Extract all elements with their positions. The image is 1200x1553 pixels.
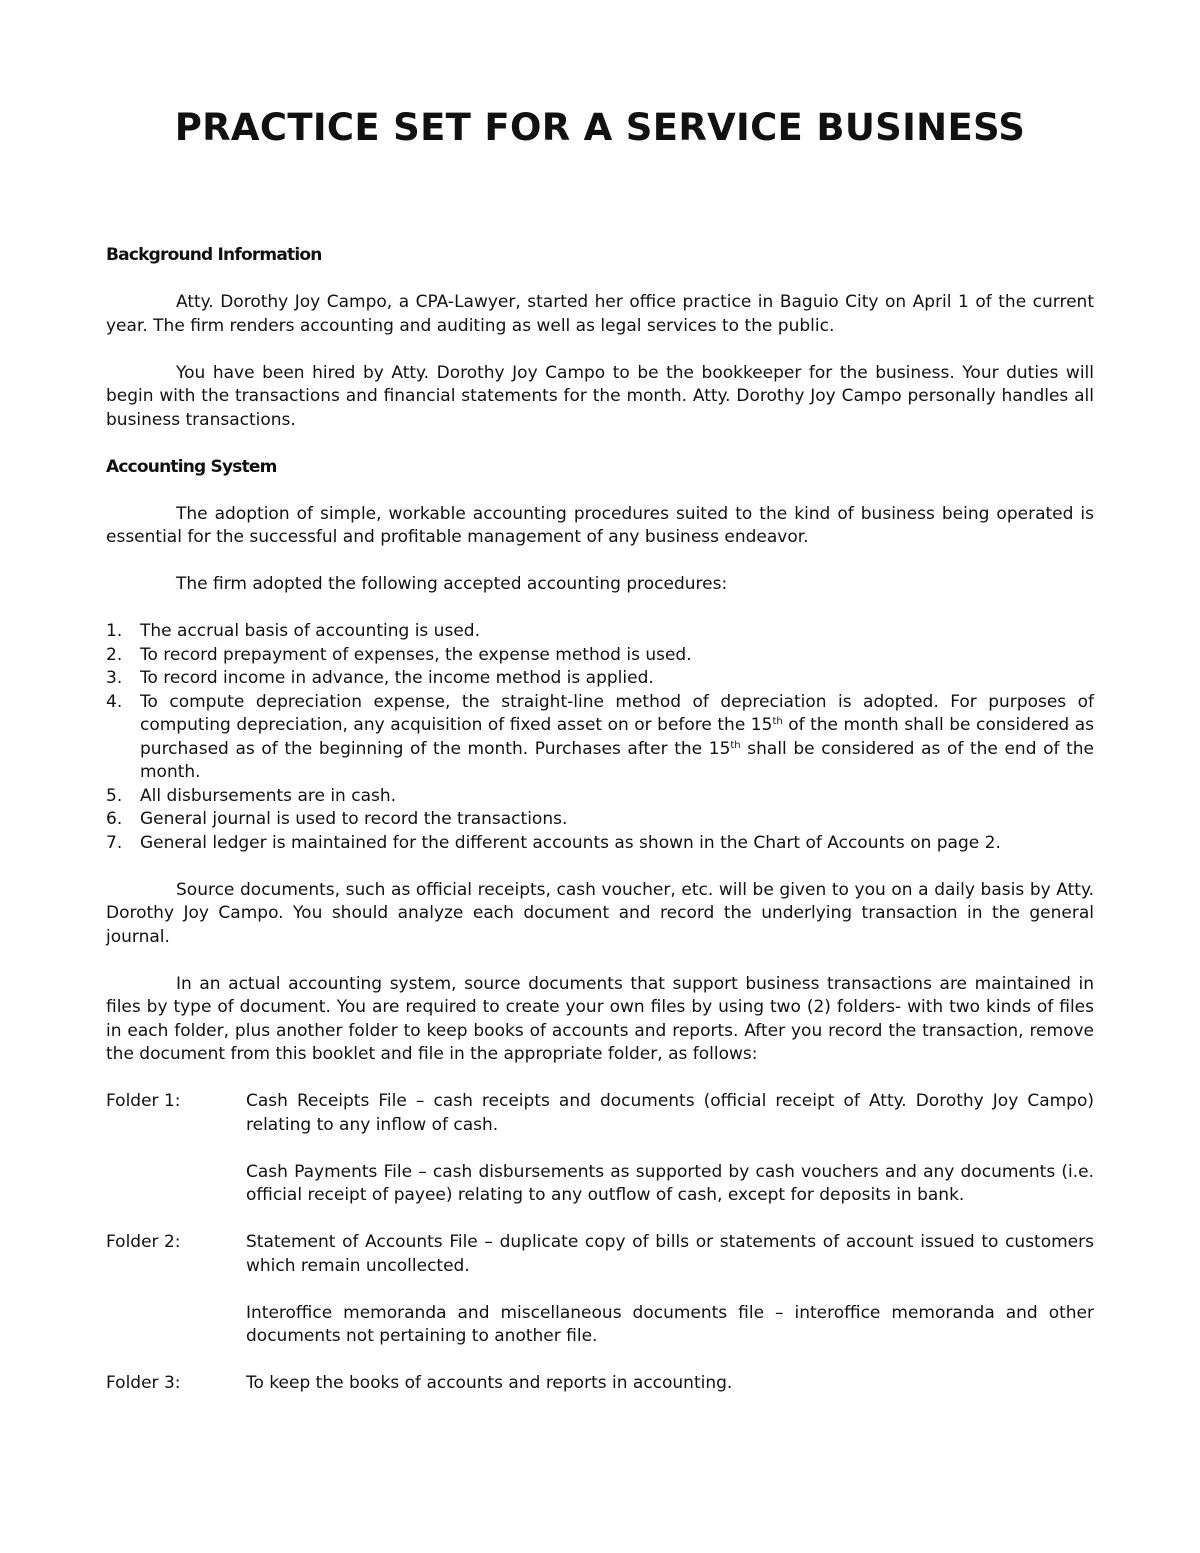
list-item-text: General ledger is maintained for the different accounts as shown in the Chart of Accounts on page 2. [140, 832, 1001, 853]
list-item [106, 620, 1094, 644]
accounting-paragraph-2: The firm adopted the following accepted accounting procedures: [176, 574, 728, 594]
background-paragraph-2: You have been hired by Atty. Dorothy Joy Campo to be the bookkeeper for the business. Your duties will begin with the transactions and financial statements for the month. Atty. Dorothy Joy Campo personally handles all business transactions. [106, 362, 1094, 430]
document-title: PRACTICE SET FOR A SERVICE BUSINESS [174, 106, 1026, 149]
list-item-text-c: shall be considered as of the end of the month. [140, 738, 1094, 782]
list-item [106, 691, 1094, 785]
folder-paragraph: Statement of Accounts File – duplicate copy of bills or statements of account issued to customers which remain uncollected. [246, 1232, 1094, 1276]
list-item-number: 1. [106, 621, 123, 641]
superscript-th: th [772, 716, 783, 727]
folder-paragraph: Interoffice memoranda and miscellaneous documents file – interoffice memoranda and other documents not pertaining to another file. [246, 1302, 1094, 1346]
list-item [106, 785, 1094, 809]
folder-paragraph: Cash Receipts File – cash receipts and documents (official receipt of Atty. Dorothy Joy Campo) relating to any inflow of cash. [246, 1091, 1094, 1135]
list-item [106, 667, 1094, 691]
list-item-text: To record prepayment of expenses, the expense method is used. [140, 644, 692, 665]
list-item-text: To record income in advance, the income method is applied. [140, 668, 654, 688]
folder-description [246, 1231, 1094, 1349]
list-item-text-a: To compute depreciation expense, the straight-line method of depreciation is adopted. For purposes of computing depreciation, any acquisition of fixed asset on or before the 15 [140, 691, 1094, 735]
accounting-paragraph-1: The adoption of simple, workable accounting procedures suited to the kind of business being operated is essential for the successful and profitable management of any business endeavor. [106, 503, 1094, 547]
folder-label: Folder 2: [106, 1232, 181, 1252]
list-item-number: 4. [106, 691, 123, 712]
list-item-number: 2. [106, 644, 123, 665]
folder-1-entry [106, 1090, 1094, 1208]
list-item [106, 808, 1094, 832]
folder-description [246, 1090, 1094, 1208]
list-item-text: General journal is used to record the transactions. [140, 809, 568, 829]
superscript-th: th [730, 739, 741, 751]
folder-label: Folder 1: [106, 1091, 181, 1111]
list-item-text-b: of the month shall be considered as purchased as of the beginning of the month. Purchases after the 15 [140, 715, 1094, 759]
folder-paragraph: To keep the books of accounts and reports in accounting. [246, 1373, 733, 1393]
list-item-text: The accrual basis of accounting is used. [140, 621, 480, 641]
list-item [106, 644, 1094, 668]
accounting-system-heading: Accounting System [106, 456, 277, 477]
background-heading: Background Information [106, 245, 322, 265]
background-paragraph-1: Atty. Dorothy Joy Campo, a CPA-Lawyer, started her office practice in Baguio City on April 1 of the current year. The firm renders accounting and auditing as well as legal services to the public. [106, 292, 1094, 336]
accounting-paragraph-4: In an actual accounting system, source documents that support business transactions are maintained in files by type of document. You are required to create your own files by using two (2) folders- with two kinds of files in each folder, plus another folder to keep books of accounts and reports. After you record the transaction, remove the document from this booklet and file in the appropriate folder, as follows: [106, 973, 1094, 1064]
procedures-list [106, 620, 1094, 855]
list-item-number: 5. [106, 785, 123, 806]
list-item-number: 6. [106, 809, 123, 829]
folder-description [246, 1372, 1094, 1396]
folder-2-entry [106, 1231, 1094, 1349]
accounting-paragraph-3: Source documents, such as official receipts, cash voucher, etc. will be given to you on a daily basis by Atty. Dorothy Joy Campo. You should analyze each document and record the underlying transaction in the general journal. [106, 879, 1094, 947]
list-item-number: 7. [106, 832, 123, 853]
folder-label: Folder 3: [106, 1373, 181, 1393]
list-item-text: All disbursements are in cash. [140, 785, 397, 806]
folder-paragraph: Cash Payments File – cash disbursements as supported by cash vouchers and any documents (i.e. official receipt of payee) relating to any outflow of cash, except for deposits in bank. [246, 1161, 1094, 1205]
list-item [106, 832, 1094, 856]
list-item-number: 3. [106, 668, 123, 688]
folder-3-entry [106, 1372, 1094, 1396]
